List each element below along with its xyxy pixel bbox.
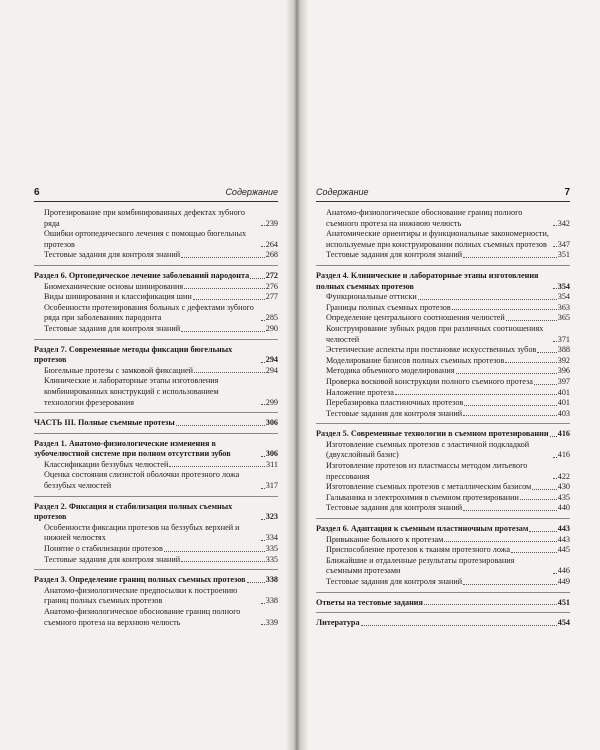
toc-entry-page: 403: [557, 408, 570, 418]
toc-entry-page: 339: [265, 617, 278, 627]
dot-leader: [261, 320, 265, 321]
toc-entry-title: Приспособление протезов к тканям протезного ложа: [326, 545, 511, 555]
toc-entry-title: Моделирование базисов полных съемных протезов: [326, 355, 505, 365]
dot-leader: [529, 531, 556, 532]
toc-entry-title: Изготовление съемных протезов с эластичной подкладкой (двухслойный базис): [326, 439, 530, 460]
toc-entry: [316, 324, 570, 345]
toc-entry: [316, 503, 570, 514]
toc-entry-page: 285: [265, 313, 278, 323]
toc-entry-title: Особенности фиксации протезов на беззубых верхней и нижней челюстях: [44, 522, 240, 543]
toc-section-entry: [34, 575, 278, 586]
dot-leader: [553, 288, 557, 289]
running-title: Содержание: [225, 187, 278, 197]
dot-leader: [505, 362, 556, 363]
dot-leader: [261, 225, 265, 226]
toc-entry-title: Изготовление съемных протезов с металлическим базисом: [326, 482, 532, 492]
toc-entry: [316, 292, 570, 303]
toc-entry: [34, 324, 278, 335]
toc-entry-title: Виды шинирования и классификация шин: [44, 292, 192, 302]
toc-entry-page: 347: [557, 239, 570, 249]
toc-entry: [316, 577, 570, 588]
toc-entry-title: Ошибки ортопедического лечения с помощью бюгельных протезов: [44, 229, 247, 249]
toc-entry-title: Биомеханические основы шинирования: [44, 281, 184, 291]
table-of-contents-left: [34, 208, 278, 628]
toc-entry-title: Раздел 5. Современные технологии в съемном протезировании: [316, 429, 549, 439]
dot-leader: [250, 278, 265, 279]
toc-entry: [316, 229, 570, 250]
toc-entry: [316, 356, 570, 367]
toc-entry-page: 445: [557, 545, 570, 555]
section-divider: [316, 518, 570, 519]
section-divider: [34, 496, 278, 497]
toc-entry: [34, 292, 278, 303]
toc-entry: [316, 482, 570, 493]
dot-leader: [444, 541, 556, 542]
dot-leader: [424, 604, 557, 605]
section-divider: [316, 265, 570, 266]
toc-entry: [34, 208, 278, 229]
toc-entry-title: ЧАСТЬ III. Полные съемные протезы: [34, 418, 175, 428]
toc-entry-title: Литература: [316, 618, 360, 628]
dot-leader: [181, 257, 265, 258]
toc-entry: [34, 586, 278, 607]
right-page: [300, 0, 600, 750]
dot-leader: [261, 246, 265, 247]
section-divider: [34, 339, 278, 340]
toc-entry: [316, 535, 570, 546]
dot-leader: [463, 257, 557, 258]
toc-entry-title: Функциональные оттиски: [326, 292, 417, 302]
dot-leader: [193, 299, 265, 300]
toc-entry-title: Ближайшие и отдаленные результаты протезирования съемными протезами: [326, 555, 515, 576]
toc-entry-page: 268: [265, 250, 278, 260]
toc-entry-title: Перебазировка пластиночных протезов: [326, 398, 464, 408]
toc-entry: [34, 470, 278, 491]
dot-leader: [418, 299, 557, 300]
toc-entry: [34, 282, 278, 293]
page-number: 6: [34, 187, 40, 198]
toc-entry-page: 317: [265, 481, 278, 491]
toc-entry-page: 371: [557, 334, 570, 344]
toc-entry-page: 451: [557, 597, 570, 607]
toc-entry: [34, 229, 278, 250]
toc-entry-title: Клинические и лабораторные этапы изготовления комбинированных конструкций с использованием технологии фрезерования: [44, 376, 219, 407]
toc-entry-title: Раздел 4. Клинические и лабораторные этапы изготовления полных съемных протезов: [316, 270, 539, 291]
toc-entry-title: Методика объемного моделирования: [326, 366, 455, 376]
toc-entry-title: Протезирование при комбинированных дефектах зубного ряда: [44, 208, 245, 228]
toc-entry-title: Анатомические ориентиры и функциональные закономерности, используемые при конструировании полных съемных протезов: [326, 229, 549, 249]
dot-leader: [194, 372, 265, 373]
toc-entry-page: 363: [557, 302, 570, 312]
toc-entry-page: 294: [265, 365, 278, 375]
toc-entry: [316, 545, 570, 556]
toc-entry-page: 416: [557, 450, 570, 460]
toc-section-entry: [34, 271, 278, 282]
toc-entry: [34, 544, 278, 555]
toc-entry: [316, 250, 570, 261]
dot-leader: [261, 362, 265, 363]
toc-entry: [34, 523, 278, 544]
dot-leader: [452, 309, 557, 310]
toc-entry: [34, 607, 278, 628]
section-divider: [34, 569, 278, 570]
toc-entry-page: 335: [265, 544, 278, 554]
toc-entry: [316, 409, 570, 420]
toc-entry-page: 306: [265, 449, 278, 459]
toc-section-entry: [316, 524, 570, 535]
toc-entry-page: 440: [557, 503, 570, 513]
toc-entry-page: 435: [557, 492, 570, 502]
toc-entry-title: Раздел 7. Современные методы фиксации бюгельных протезов: [34, 344, 233, 365]
toc-entry-title: Границы полных съемных протезов: [326, 302, 451, 312]
toc-entry: [316, 208, 570, 229]
dot-leader: [261, 456, 265, 457]
toc-entry-title: Тестовые задания для контроля знаний: [326, 250, 463, 260]
toc-entry-title: Гальваника и электрохимия в съемном протезировании: [326, 492, 519, 502]
toc-entry: [34, 555, 278, 566]
toc-section-entry: [316, 271, 570, 292]
toc-entry-page: 365: [557, 313, 570, 323]
toc-entry: [34, 366, 278, 377]
toc-entry-page: 354: [557, 281, 570, 291]
dot-leader: [464, 405, 556, 406]
running-title: Содержание: [316, 187, 369, 197]
toc-entry-title: Бюгельные протезы с замковой фиксацией: [44, 365, 193, 375]
section-divider: [316, 612, 570, 613]
dot-leader: [261, 488, 265, 489]
dot-leader: [511, 552, 557, 553]
dot-leader: [553, 457, 557, 458]
dot-leader: [247, 582, 265, 583]
toc-entry: [316, 440, 570, 461]
toc-entry-page: 449: [557, 577, 570, 586]
dot-leader: [463, 510, 557, 511]
toc-entry-title: Конструирование зубных рядов при различных соотношениях челюстей: [326, 323, 544, 344]
toc-entry-title: Тестовые задания для контроля знаний: [44, 250, 181, 260]
book-gutter: [286, 0, 308, 750]
toc-entry: [316, 556, 570, 577]
section-divider: [34, 265, 278, 266]
toc-section-entry: [316, 598, 570, 609]
toc-section-entry: [34, 502, 278, 523]
section-divider: [34, 412, 278, 413]
toc-entry-title: Раздел 6. Адаптация к съемным пластиночным протезам: [316, 524, 529, 534]
toc-entry-page: 416: [557, 429, 570, 439]
dot-leader: [537, 352, 556, 353]
table-of-contents-right: [316, 208, 570, 629]
toc-entry-page: 354: [557, 292, 570, 302]
dot-leader: [553, 573, 557, 574]
toc-entry-page: 446: [557, 566, 570, 576]
section-divider: [316, 423, 570, 424]
toc-entry-page: 239: [265, 218, 278, 228]
toc-entry: [34, 250, 278, 261]
toc-entry-page: 422: [557, 471, 570, 481]
toc-entry: [316, 377, 570, 388]
toc-entry: [34, 376, 278, 408]
toc-entry: [316, 303, 570, 314]
toc-entry-page: 299: [265, 397, 278, 407]
toc-entry-page: 397: [557, 376, 570, 386]
toc-entry-title: Раздел 3. Определение границ полных съемных протезов: [34, 575, 246, 585]
dot-leader: [463, 584, 557, 585]
toc-entry: [316, 313, 570, 324]
dot-leader: [169, 466, 265, 467]
section-divider: [316, 592, 570, 593]
dot-leader: [261, 519, 265, 520]
toc-entry-title: Эстетические аспекты при постановке искусственных зубов: [326, 345, 537, 355]
left-page-header: [34, 187, 278, 202]
toc-entry-title: Понятие о стабилизации протезов: [44, 544, 163, 554]
toc-entry-page: 342: [557, 218, 570, 228]
dot-leader: [553, 225, 557, 226]
toc-entry-page: 264: [265, 239, 278, 249]
toc-entry-title: Привыкание больного к протезам: [326, 534, 444, 544]
dot-leader: [176, 425, 265, 426]
toc-entry-title: Ответы на тестовые задания: [316, 597, 423, 607]
toc-entry-title: Тестовые задания для контроля знаний: [326, 408, 463, 418]
toc-entry-title: Особенности протезирования больных с дефектами зубного ряда при заболеваниях пародонта: [44, 302, 254, 323]
toc-section-entry: [34, 418, 278, 429]
toc-entry: [316, 461, 570, 482]
toc-entry-page: 443: [557, 524, 570, 534]
dot-leader: [553, 246, 557, 247]
dot-leader: [532, 489, 556, 490]
dot-leader: [550, 436, 557, 437]
dot-leader: [456, 373, 557, 374]
dot-leader: [181, 561, 265, 562]
toc-entry-page: 401: [557, 387, 570, 397]
section-divider: [34, 433, 278, 434]
toc-entry-page: 290: [265, 323, 278, 333]
toc-entry-title: Раздел 2. Фиксация и стабилизация полных съемных протезов: [34, 501, 233, 522]
toc-entry-page: 454: [557, 618, 570, 628]
toc-entry-page: 334: [265, 533, 278, 543]
toc-entry-title: Раздел 6. Ортопедическое лечение заболеваний пародонта: [34, 270, 250, 280]
toc-entry-title: Тестовые задания для контроля знаний: [326, 503, 463, 513]
toc-entry-title: Изготовление протезов из пластмассы методом литьевого прессования: [326, 461, 528, 481]
toc-entry-title: Оценка состояния слизистой оболочки протезного ложа беззубых челюстей: [44, 470, 240, 491]
right-page-header: [316, 187, 570, 202]
toc-section-entry: [34, 439, 278, 460]
toc-entry-page: 277: [265, 292, 278, 302]
toc-entry-page: 335: [265, 554, 278, 564]
toc-entry-page: 392: [557, 355, 570, 365]
dot-leader: [553, 341, 557, 342]
toc-entry-page: 311: [266, 459, 278, 469]
left-page: [0, 0, 293, 750]
dot-leader: [261, 540, 265, 541]
toc-entry-page: 276: [265, 281, 278, 291]
toc-entry: [316, 398, 570, 409]
toc-entry-title: Классификации беззубых челюстей: [44, 459, 169, 469]
dot-leader: [261, 624, 265, 625]
dot-leader: [463, 415, 557, 416]
dot-leader: [261, 603, 265, 604]
dot-leader: [181, 331, 265, 332]
toc-entry-page: 294: [265, 355, 278, 365]
toc-entry-title: Раздел 1. Анатомо-физиологические изменения в зубочелюстной системе при полном отсутствии зубов: [34, 438, 231, 459]
toc-entry-title: Определение центрального соотношения челюстей: [326, 313, 505, 323]
toc-entry-page: 351: [557, 250, 570, 260]
toc-entry-page: 306: [265, 418, 278, 428]
dot-leader: [506, 320, 557, 321]
toc-entry-title: Тестовые задания для контроля знаний: [326, 577, 463, 586]
toc-entry-page: 396: [557, 366, 570, 376]
toc-entry-title: Тестовые задания для контроля знаний: [44, 554, 181, 564]
toc-entry: [316, 345, 570, 356]
toc-entry-page: 388: [557, 345, 570, 355]
toc-entry-title: Анатомо-физиологическое обоснование границ полного съемного протеза на нижнюю челюсть: [326, 208, 523, 228]
toc-entry: [34, 460, 278, 471]
page-number: 7: [564, 187, 570, 198]
toc-entry-title: Анатомо-физиологическое обоснование границ полного съемного протеза на верхнюю челюсть: [44, 607, 241, 627]
toc-entry: [316, 366, 570, 377]
toc-entry-title: Тестовые задания для контроля знаний: [44, 323, 181, 333]
toc-section-entry: [34, 345, 278, 366]
dot-leader: [534, 384, 557, 385]
toc-entry: [316, 388, 570, 399]
toc-entry-page: 430: [557, 482, 570, 492]
toc-entry-page: 443: [557, 534, 570, 544]
dot-leader: [184, 288, 265, 289]
toc-entry-title: Проверка восковой конструкции полного съемного протеза: [326, 376, 533, 386]
toc-section-entry: [316, 429, 570, 440]
dot-leader: [520, 499, 557, 500]
toc-entry-page: 272: [265, 270, 278, 280]
toc-entry: [34, 303, 278, 324]
dot-leader: [553, 478, 557, 479]
toc-entry-page: 338: [265, 575, 278, 585]
toc-section-entry: [316, 618, 570, 629]
toc-entry: [316, 493, 570, 504]
dot-leader: [395, 394, 557, 395]
toc-entry-page: 338: [265, 596, 278, 606]
dot-leader: [261, 404, 265, 405]
dot-leader: [361, 625, 557, 626]
toc-entry-page: 401: [557, 398, 570, 408]
toc-entry-title: Анатомо-физиологические предпосылки к построению границ полных съемных протезов: [44, 585, 238, 606]
toc-entry-title: Наложение протеза: [326, 387, 394, 397]
toc-entry-page: 323: [265, 512, 278, 522]
dot-leader: [164, 551, 265, 552]
